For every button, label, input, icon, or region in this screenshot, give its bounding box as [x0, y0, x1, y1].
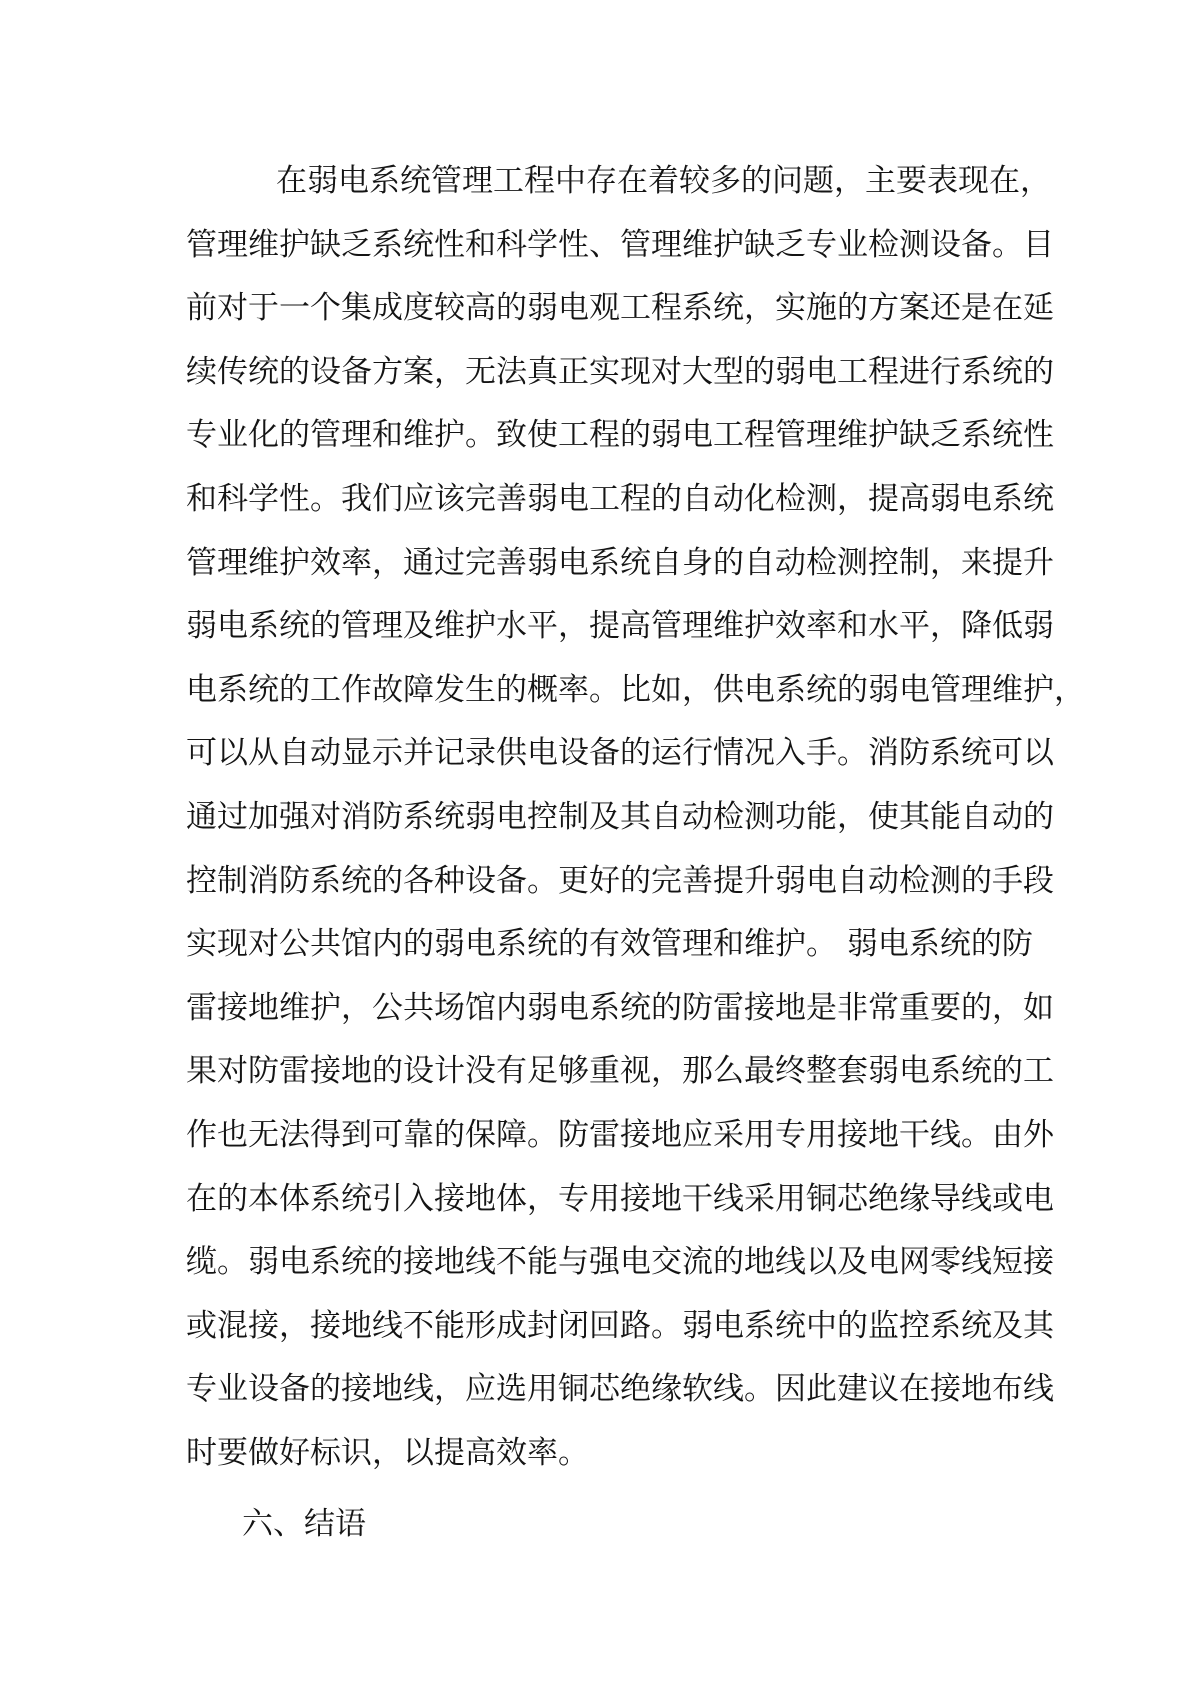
- paragraph-line: 时要做好标识，以提高效率。: [186, 1434, 589, 1471]
- paragraph-line: 前对于一个集成度较高的弱电观工程系统，实施的方案还是在延: [186, 290, 1054, 327]
- paragraph-line: 弱电系统的管理及维护水平，提高管理维护效率和水平，降低弱: [186, 608, 1054, 645]
- paragraph-line: 实现对公共馆内的弱电系统的有效管理和维护。 弱电系统的防: [186, 926, 1033, 963]
- paragraph-line: 电系统的工作故障发生的概率。比如，供电系统的弱电管理维护，: [186, 671, 1085, 708]
- paragraph-line: 果对防雷接地的设计没有足够重视，那么最终整套弱电系统的工: [186, 1053, 1054, 1090]
- paragraph-line: 缆。弱电系统的接地线不能与强电交流的地线以及电网零线短接: [186, 1244, 1054, 1281]
- paragraph-line: 可以从自动显示并记录供电设备的运行情况入手。消防系统可以: [186, 735, 1054, 772]
- paragraph-line: 控制消防系统的各种设备。更好的完善提升弱电自动检测的手段: [186, 862, 1054, 899]
- paragraph-line: 在的本体系统引入接地体，专用接地干线采用铜芯绝缘导线或电: [186, 1180, 1054, 1217]
- paragraph-line: 续传统的设备方案，无法真正实现对大型的弱电工程进行系统的: [186, 353, 1054, 390]
- paragraph-line: 和科学性。我们应该完善弱电工程的自动化检测，提高弱电系统: [186, 480, 1054, 517]
- paragraph-line: 通过加强对消防系统弱电控制及其自动检测功能，使其能自动的: [186, 798, 1054, 835]
- paragraph-line: 管理维护效率，通过完善弱电系统自身的自动检测控制，来提升: [186, 544, 1054, 581]
- paragraph-line: 专业化的管理和维护。致使工程的弱电工程管理维护缺乏系统性: [186, 417, 1054, 454]
- paragraph-line: 雷接地维护，公共场馆内弱电系统的防雷接地是非常重要的，如: [186, 989, 1054, 1026]
- paragraph-line: 专业设备的接地线，应选用铜芯绝缘软线。因此建议在接地布线: [186, 1371, 1054, 1408]
- paragraph-line: 在弱电系统管理工程中存在着较多的问题，主要表现在，: [276, 163, 1051, 199]
- section-heading: 六、结语: [242, 1506, 366, 1542]
- paragraph-line: 或混接，接地线不能形成封闭回路。弱电系统中的监控系统及其: [186, 1307, 1054, 1344]
- paragraph-line: 管理维护缺乏系统性和科学性、管理维护缺乏专业检测设备。目: [186, 226, 1054, 263]
- body-paragraph: [186, 150, 1085, 1485]
- paragraph-line: 作也无法得到可靠的保障。防雷接地应采用专用接地干线。由外: [186, 1116, 1054, 1153]
